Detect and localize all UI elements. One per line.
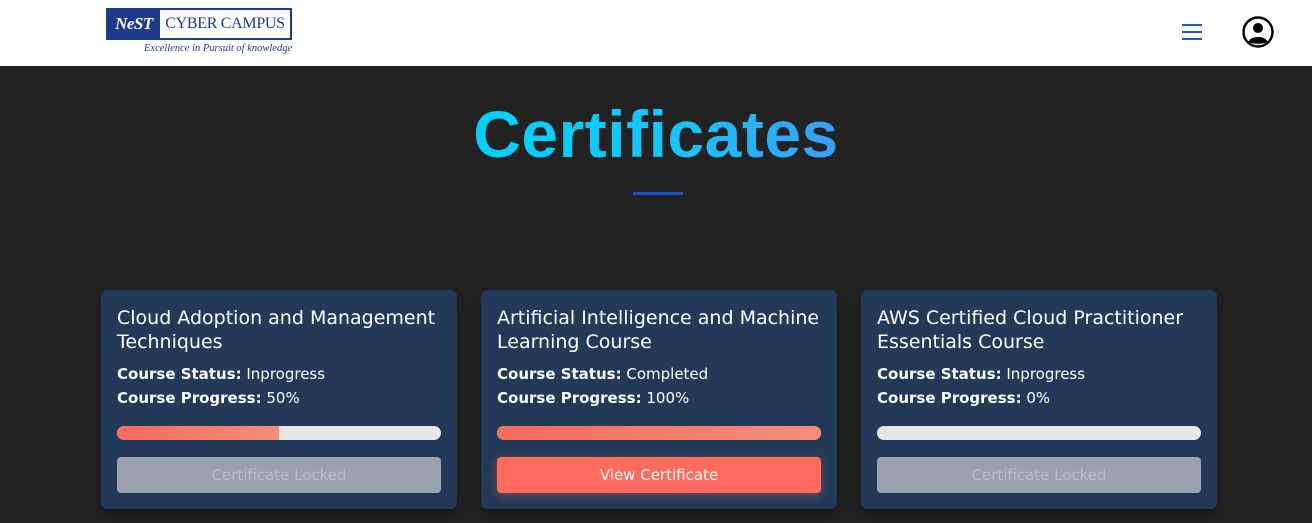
course-progress	[877, 389, 1050, 407]
user-account-icon[interactable]	[1241, 15, 1275, 49]
status-label: Course Status:	[117, 365, 242, 383]
certificate-locked-button[interactable]: Certificate Locked	[117, 457, 441, 493]
status-label: Course Status:	[877, 365, 1002, 383]
progress-value: 100%	[646, 389, 690, 407]
progress-bar-fill	[497, 426, 821, 440]
course-title: Cloud Adoption and Management Techniques	[117, 307, 436, 353]
status-value: Inprogress	[246, 365, 326, 383]
nest-cyber-campus-logo[interactable]	[106, 8, 296, 56]
progress-label: Course Progress:	[877, 389, 1022, 407]
logo-name: CYBER CAMPUS	[165, 15, 285, 32]
progress-value: 50%	[266, 389, 300, 407]
page-title	[0, 96, 1312, 172]
progress-label: Course Progress:	[117, 389, 262, 407]
status-value: Completed	[626, 365, 709, 383]
course-title: AWS Certified Cloud Practitioner Essentials Course	[877, 307, 1184, 353]
page-title-text: Certificates	[473, 97, 839, 171]
top-navbar	[0, 0, 1312, 66]
logo-box	[106, 8, 292, 40]
progress-label: Course Progress:	[497, 389, 642, 407]
certificate-locked-button[interactable]: Certificate Locked	[877, 457, 1201, 493]
course-status	[877, 365, 1085, 383]
course-status	[117, 365, 325, 383]
logo-tagline: Excellence in Pursuit of knowledge	[144, 43, 293, 54]
status-label: Course Status:	[497, 365, 622, 383]
view-certificate-button[interactable]: View Certificate	[497, 457, 821, 493]
course-title: Artificial Intelligence and Machine Learning Course	[497, 307, 820, 353]
course-status	[497, 365, 708, 383]
progress-bar	[117, 426, 441, 440]
course-card	[861, 290, 1217, 509]
logo-mark: NeST	[108, 10, 160, 38]
course-progress	[497, 389, 689, 407]
course-card	[481, 290, 837, 509]
progress-bar	[877, 426, 1201, 440]
course-progress	[117, 389, 300, 407]
progress-bar-fill	[117, 426, 279, 440]
title-underline	[633, 192, 683, 195]
progress-bar	[497, 426, 821, 440]
course-card	[101, 290, 457, 509]
status-value: Inprogress	[1006, 365, 1086, 383]
progress-value: 0%	[1026, 389, 1051, 407]
hamburger-menu-icon[interactable]	[1180, 20, 1204, 44]
